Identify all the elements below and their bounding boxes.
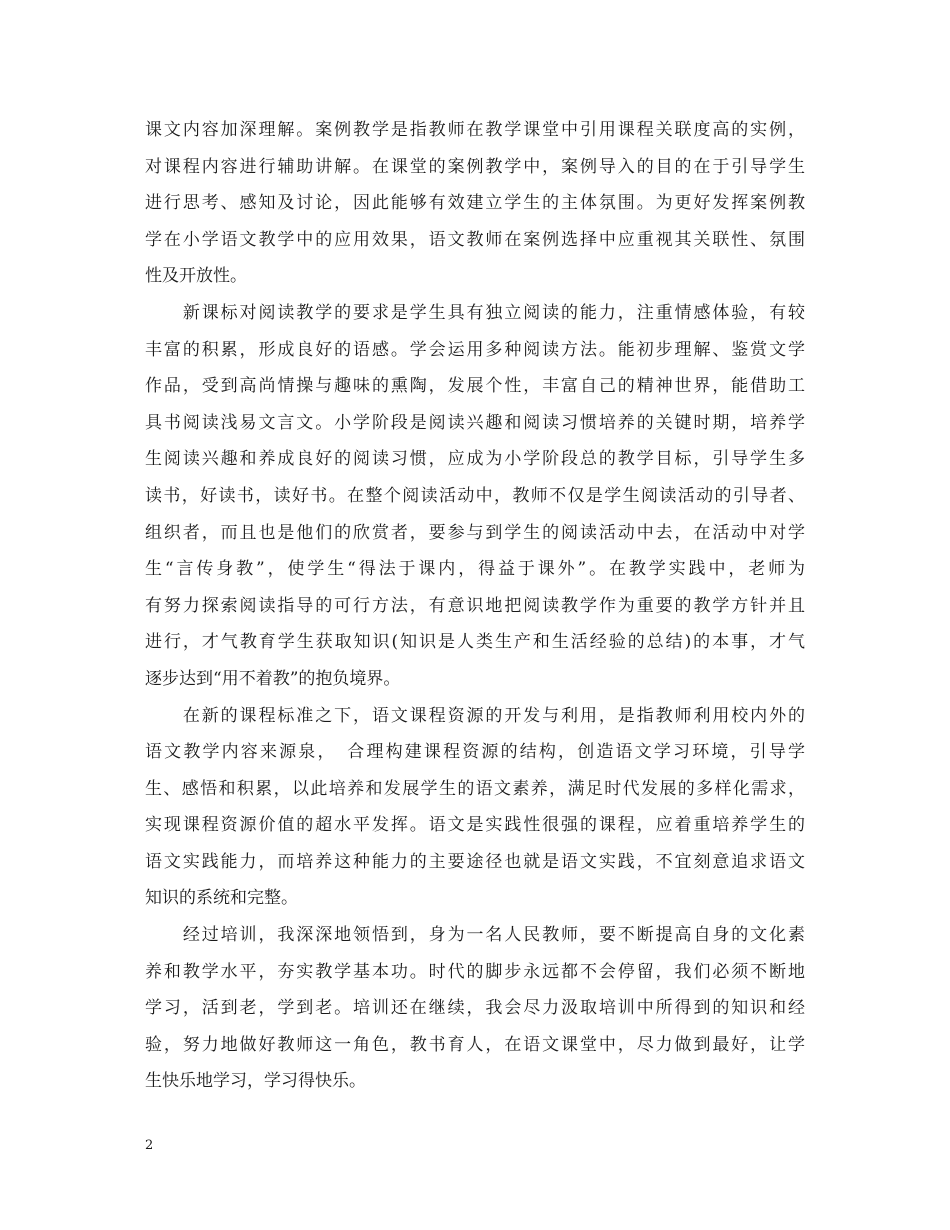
text-line: 实现课程资源价值的超水平发挥。语文是实践性很强的课程，应着重培养学生的	[145, 815, 805, 836]
text-line: 具书阅读浅易文言文。小学阶段是阅读兴趣和阅读习惯培养的关键时期，培养学	[145, 412, 805, 433]
text-line: 学习，活到老，学到老。培训还在继续，我会尽力汲取培训中所得到的知识和经	[145, 998, 805, 1019]
text-line: 进行，才气教育学生获取知识(知识是人类生产和生活经验的总结)的本事，才气	[145, 632, 805, 653]
text-line: 养和教学水平，夯实教学基本功。时代的脚步永远都不会停留，我们必须不断地	[145, 961, 805, 982]
paragraph-4	[145, 917, 805, 1100]
text-line: 有努力探索阅读指导的可行方法，有意识地把阅读教学作为重要的教学方针并且	[145, 595, 805, 616]
text-line: 读书，好读书，读好书。在整个阅读活动中，教师不仅是学生阅读活动的引导者、	[145, 485, 805, 506]
paragraph-1	[145, 112, 805, 295]
paragraph-3	[145, 698, 805, 918]
text-line: 新课标对阅读教学的要求是学生具有独立阅读的能力，注重情感体验，有较	[145, 302, 805, 323]
text-line: 性及开放性。	[145, 266, 247, 287]
text-line: 语文教学内容来源泉， 合理构建课程资源的结构，创造语文学习环境，引导学	[145, 742, 805, 763]
text-line: 语文实践能力，而培养这种能力的主要途径也就是语文实践，不宜刻意追求语文	[145, 851, 805, 872]
page-number: 2	[145, 1138, 154, 1153]
text-line: 生阅读兴趣和养成良好的阅读习惯，应成为小学阶段总的教学目标，引导学生多	[145, 449, 805, 470]
text-line: 进行思考、感知及讨论，因此能够有效建立学生的主体氛围。为更好发挥案例教	[145, 193, 805, 214]
paragraph-2	[145, 295, 805, 698]
text-line: 生快乐地学习，学习得快乐。	[145, 1071, 366, 1092]
text-line: 生“言传身教”，使学生“得法于课内，得益于课外”。在教学实践中，老师为	[145, 559, 805, 580]
text-line: 丰富的积累，形成良好的语感。学会运用多种阅读方法。能初步理解、鉴赏文学	[145, 339, 805, 360]
text-line: 在新的课程标准之下，语文课程资源的开发与利用，是指教师利用校内外的	[145, 705, 805, 726]
body-text	[145, 112, 805, 1100]
text-line: 生、感悟和积累，以此培养和发展学生的语文素养，满足时代发展的多样化需求，	[145, 778, 805, 799]
text-line: 验，努力地做好教师这一角色，教书育人，在语文课堂中，尽力做到最好，让学	[145, 1034, 805, 1055]
text-line: 学在小学语文教学中的应用效果，语文教师在案例选择中应重视其关联性、氛围	[145, 229, 805, 250]
text-line: 组织者，而且也是他们的欣赏者，要参与到学生的阅读活动中去，在活动中对学	[145, 522, 805, 543]
text-line: 对课程内容进行辅助讲解。在课堂的案例教学中，案例导入的目的在于引导学生	[145, 156, 805, 177]
text-line: 课文内容加深理解。案例教学是指教师在教学课堂中引用课程关联度高的实例，	[145, 120, 805, 140]
text-line: 作品，受到高尚情操与趣味的熏陶，发展个性，丰富自己的精神世界，能借助工	[145, 376, 805, 397]
text-line: 知识的系统和完整。	[145, 888, 298, 909]
text-line: 经过培训，我深深地领悟到，身为一名人民教师，要不断提高自身的文化素	[145, 925, 805, 946]
text-line: 逐步达到“用不着教”的抱负境界。	[145, 668, 401, 689]
